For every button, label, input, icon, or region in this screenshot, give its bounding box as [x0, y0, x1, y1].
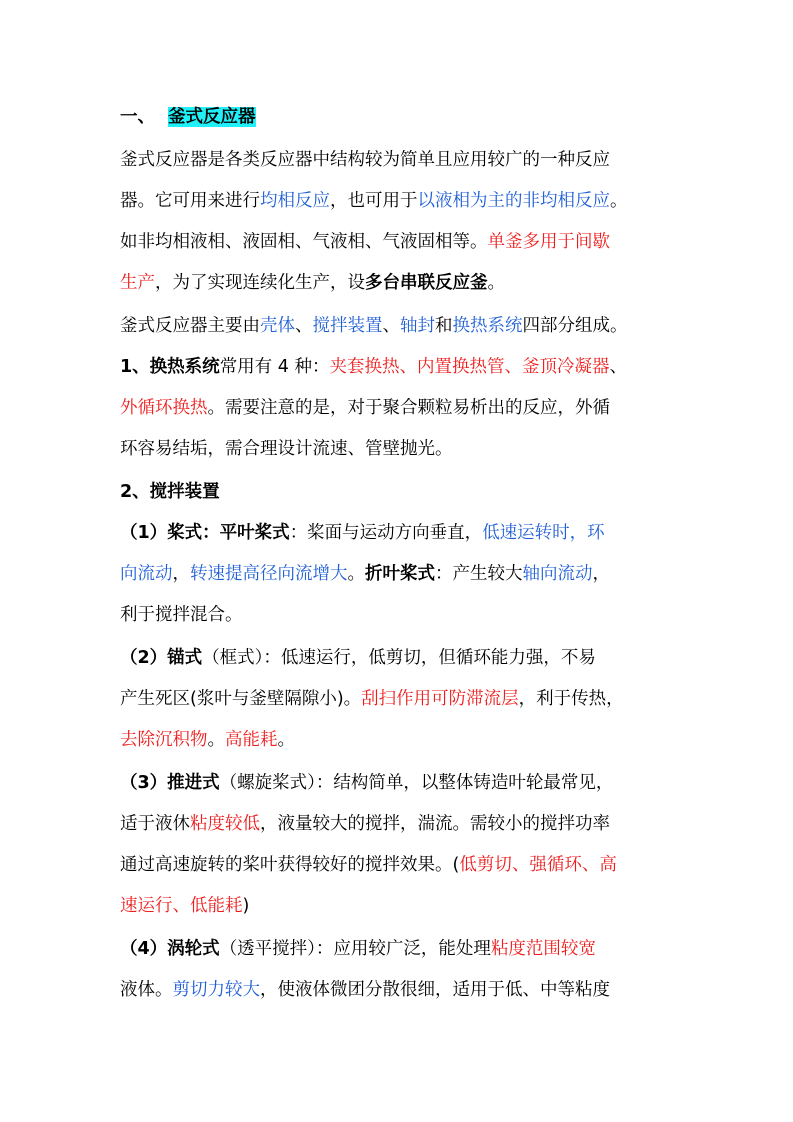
text-run: 速运行、低能耗	[120, 896, 243, 916]
text-run: 转速提高径向流增大	[190, 564, 348, 584]
text-run: 夹套换热、内置换热管、釜顶冷凝器	[329, 357, 610, 377]
text-run: 和	[435, 316, 453, 336]
paragraph-line	[120, 227, 680, 257]
text-run: 低速运转时，环	[482, 523, 605, 543]
text-run: 高能耗	[225, 730, 278, 750]
text-run: 单釜多用于间歇	[487, 232, 610, 252]
paragraph-line	[120, 352, 680, 382]
text-run: 轴向流动	[522, 564, 593, 584]
text-run: 器。它可用来进行	[120, 191, 260, 211]
text-run: ，	[172, 564, 190, 584]
text-run: 、	[382, 316, 400, 336]
paragraph-line	[120, 518, 680, 548]
text-run: （2）锚式	[120, 648, 203, 668]
paragraph-line	[120, 809, 680, 839]
text-run: 均相反应	[260, 191, 330, 211]
paragraph-line	[120, 600, 680, 630]
text-run: （框式）：低速运行，低剪切，但循环能力强，不易	[202, 648, 596, 668]
text-run: 、	[295, 316, 313, 336]
text-run: ：产生较大	[435, 564, 523, 584]
paragraph-line	[120, 393, 680, 423]
text-run: 。	[487, 273, 505, 293]
text-run: ，使液体微团分散很细，适用于低、中等粘度	[260, 980, 610, 1000]
text-run: 常用有 4 种：	[219, 357, 330, 377]
text-run: 四部分组成。	[522, 316, 628, 336]
text-run: ，利于传热，	[518, 689, 624, 709]
text-run: 搅拌装置	[312, 316, 383, 336]
text-run: )	[242, 896, 250, 916]
text-run: 通过高速旋转的桨叶获得较好的搅拌效果。(	[120, 855, 460, 875]
text-run: 剪切力较大	[172, 980, 260, 1000]
text-run: ，	[592, 564, 610, 584]
text-run: 粘度范围较宽	[490, 939, 596, 959]
paragraph-line	[120, 559, 680, 589]
paragraph-line	[120, 768, 680, 798]
paragraph-line	[120, 311, 680, 341]
paragraph-line	[120, 975, 680, 1005]
text-run: 多台串联反应釜	[365, 273, 488, 293]
text-run: 2、搅拌装置	[120, 482, 220, 502]
text-run: 液体。	[120, 980, 173, 1000]
paragraph-line	[120, 268, 680, 298]
paragraph-line	[120, 934, 680, 964]
text-run: 换热系统	[452, 316, 523, 336]
text-run: 环容易结垢，需合理设计流速、管壁抛光。	[120, 439, 453, 459]
paragraph-line	[120, 434, 680, 464]
text-run: 利于搅拌混合。	[120, 605, 243, 625]
text-run: 低剪切、强循环、高	[459, 855, 617, 875]
text-run: 粘度较低	[190, 814, 260, 834]
text-run: 。	[207, 730, 225, 750]
text-run: （4）涡轮式	[120, 939, 220, 959]
text-run: 产生死区(浆叶与釜壁隔隙小)。	[120, 689, 362, 709]
paragraph-line	[120, 684, 680, 714]
text-run: 轴封	[400, 316, 435, 336]
text-run: 。	[347, 564, 365, 584]
text-run: （透平搅拌）：应用较广泛，能处理	[219, 939, 491, 959]
text-run: 一、	[120, 107, 155, 127]
text-run: 1、换热系统	[120, 357, 220, 377]
text-run: 壳体	[260, 316, 295, 336]
text-run: ，液量较大的搅拌，湍流。需较小的搅拌功率	[260, 814, 610, 834]
paragraph-line	[120, 145, 680, 175]
text-run: 去除沉积物	[120, 730, 208, 750]
text-run: （1）桨式：平叶桨式	[120, 523, 290, 543]
paragraph-line	[120, 850, 680, 880]
text-run: 如非均相液相、液固相、气液相、气液固相等。	[120, 232, 488, 252]
text-run: 外循环换热	[120, 398, 208, 418]
text-run: 、	[609, 357, 627, 377]
text-run: 。需要注意的是，对于聚合颗粒易析出的反应，外循	[207, 398, 610, 418]
text-run: 釜式反应器主要由	[120, 316, 260, 336]
text-run: 以液相为主的非均相反应	[417, 191, 610, 211]
text-run: 。	[277, 730, 295, 750]
text-run: ，也可用于	[330, 191, 418, 211]
text-run: 。	[610, 191, 628, 211]
text-run: 刮扫作用可防滞流层	[361, 689, 519, 709]
text-run: 釜式反应器是各类反应器中结构较为简单且应用较广的一种反应	[120, 150, 610, 170]
text-run: 适于液休	[120, 814, 190, 834]
text-run: 折叶桨式	[365, 564, 435, 584]
text-run: 向流动	[120, 564, 173, 584]
text-run: 生产	[120, 273, 155, 293]
text-run: ，为了实现连续化生产，设	[155, 273, 365, 293]
text-run: （3）推进式	[120, 773, 220, 793]
paragraph-line	[120, 186, 680, 216]
paragraph-line	[120, 725, 680, 755]
text-run: ：桨面与运动方向垂直，	[289, 523, 483, 543]
paragraph-line	[120, 643, 680, 673]
section-heading	[120, 102, 680, 132]
subheading-line	[120, 477, 680, 507]
text-run: 釜式反应器	[168, 107, 256, 127]
paragraph-line	[120, 891, 680, 921]
text-run: （螺旋桨式）：结构简单，以整体铸造叶轮最常见，	[219, 773, 614, 793]
